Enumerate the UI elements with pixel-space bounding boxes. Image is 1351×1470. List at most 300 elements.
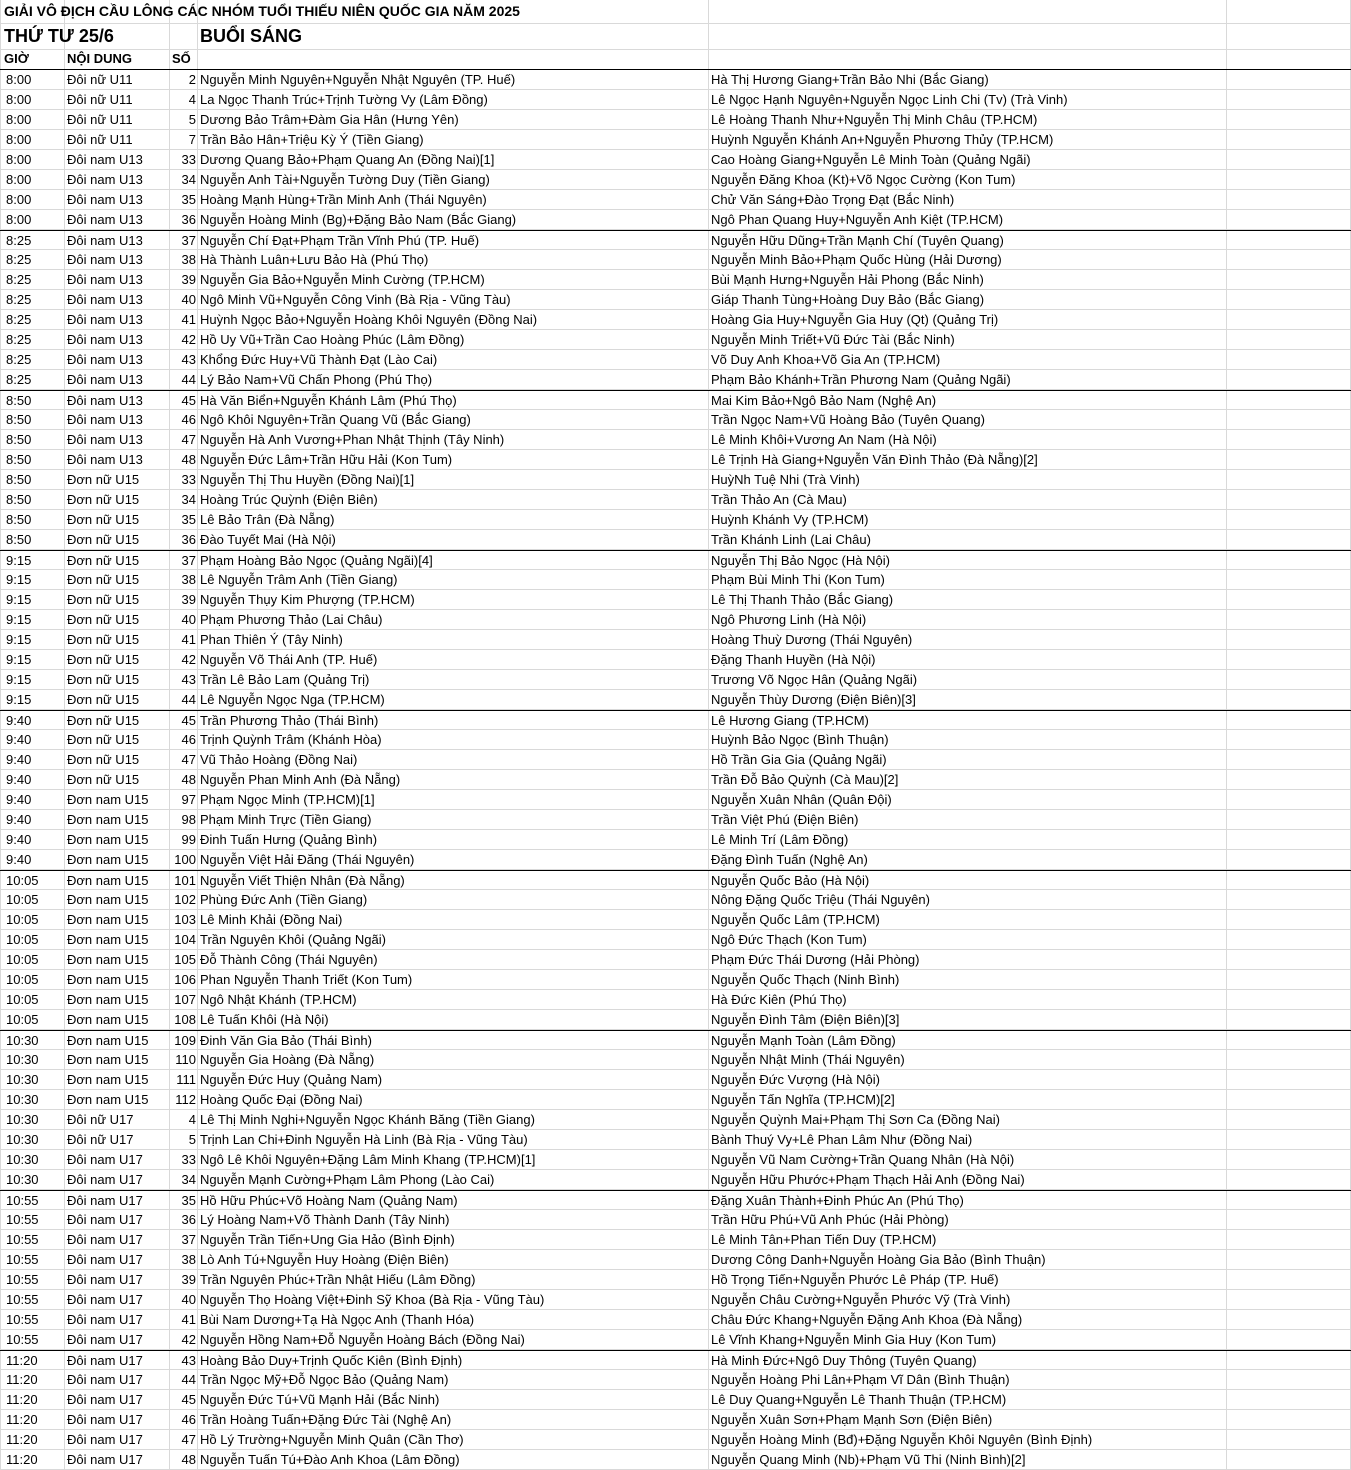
player-2: Hồ Trần Gia Gia (Quảng Ngãi) — [711, 752, 887, 767]
match-time: 9:15 — [6, 672, 32, 687]
match-time: 8:00 — [6, 132, 32, 147]
table-row[interactable] — [0, 70, 1351, 90]
match-number: 41 — [181, 312, 196, 327]
player-2: Hà Minh Đức+Ngô Duy Thông (Tuyên Quang) — [711, 1353, 977, 1368]
match-number: 34 — [181, 492, 196, 507]
table-row[interactable] — [0, 270, 1351, 290]
event-name: Đôi nam U17 — [67, 1232, 143, 1247]
table-row[interactable] — [0, 750, 1351, 770]
player-2: Hà Thị Hương Giang+Trần Bảo Nhi (Bắc Giang) — [711, 72, 989, 87]
player-1: Ngô Khôi Nguyên+Trần Quang Vũ (Bắc Giang) — [200, 412, 471, 427]
event-name: Đơn nữ U15 — [67, 492, 140, 507]
table-row[interactable] — [0, 910, 1351, 930]
table-row[interactable] — [0, 430, 1351, 450]
table-row[interactable] — [0, 1110, 1351, 1130]
match-number: 39 — [181, 1272, 196, 1287]
match-number: 36 — [181, 532, 196, 547]
event-name: Đôi nam U17 — [67, 1452, 143, 1467]
event-name: Đơn nữ U15 — [67, 732, 140, 747]
player-2: Trần Thảo An (Cà Mau) — [711, 492, 847, 507]
table-row[interactable] — [0, 530, 1351, 550]
match-number: 38 — [181, 572, 196, 587]
table-row[interactable] — [0, 450, 1351, 470]
match-time: 8:25 — [6, 233, 32, 248]
table-row[interactable] — [0, 1250, 1351, 1270]
table-row[interactable] — [0, 1230, 1351, 1250]
player-1: Phan Nguyễn Thanh Triết (Kon Tum) — [200, 972, 413, 987]
table-row[interactable] — [0, 1330, 1351, 1350]
match-time: 11:20 — [6, 1412, 38, 1427]
event-name: Đôi nam U17 — [67, 1252, 143, 1267]
event-name: Đơn nữ U15 — [67, 472, 140, 487]
event-name: Đôi nam U13 — [67, 152, 143, 167]
match-number: 47 — [181, 432, 196, 447]
table-row[interactable] — [0, 110, 1351, 130]
match-number: 46 — [181, 732, 196, 747]
match-number: 40 — [181, 1292, 196, 1307]
event-name: Đôi nam U17 — [67, 1272, 143, 1287]
player-2: Cao Hoàng Giang+Nguyễn Lê Minh Toàn (Quảng Ngãi) — [711, 152, 1031, 167]
event-name: Đơn nữ U15 — [67, 632, 140, 647]
player-1: Đinh Văn Gia Bảo (Thái Bình) — [200, 1033, 372, 1048]
match-time: 8:50 — [6, 452, 32, 467]
player-2: Ngô Phan Quang Huy+Nguyễn Anh Kiệt (TP.HCM) — [711, 212, 1004, 227]
match-number: 46 — [181, 1412, 196, 1427]
player-1: Phạm Hoàng Bảo Ngọc (Quảng Ngãi)[4] — [200, 553, 433, 568]
match-time: 9:15 — [6, 572, 32, 587]
event-name: Đơn nữ U15 — [67, 752, 140, 767]
player-1: Hoàng Mạnh Hùng+Trần Minh Anh (Thái Nguyên) — [200, 192, 487, 207]
player-1: Trịnh Quỳnh Trâm (Khánh Hòa) — [200, 732, 382, 747]
player-2: Trần Khánh Linh (Lai Châu) — [711, 532, 871, 547]
match-number: 37 — [181, 233, 196, 248]
event-name: Đôi nam U17 — [67, 1312, 143, 1327]
table-row[interactable] — [0, 190, 1351, 210]
table-row[interactable] — [0, 1290, 1351, 1310]
player-1: Nguyễn Việt Hải Đăng (Thái Nguyên) — [200, 852, 415, 867]
table-row[interactable] — [0, 870, 1351, 890]
match-time: 10:55 — [6, 1272, 39, 1287]
player-2: Nguyễn Xuân Nhân (Quân Đội) — [711, 792, 892, 807]
day-row[interactable] — [0, 24, 1351, 50]
match-number: 41 — [181, 632, 196, 647]
player-2: Võ Duy Anh Khoa+Võ Gia An (TP.HCM) — [711, 352, 941, 367]
player-2: Lê Duy Quang+Nguyễn Lê Thanh Thuận (TP.HCM) — [711, 1392, 1007, 1407]
table-row[interactable] — [0, 770, 1351, 790]
player-2: Nguyễn Quỳnh Mai+Phạm Thị Sơn Ca (Đồng Nai) — [711, 1112, 1001, 1127]
match-number: 34 — [181, 172, 196, 187]
match-time: 10:30 — [6, 1072, 39, 1087]
player-2: Lê Minh Khôi+Vương An Nam (Hà Nội) — [711, 432, 937, 447]
match-time: 10:30 — [6, 1152, 39, 1167]
match-number: 47 — [181, 1432, 196, 1447]
player-1: Lê Bảo Trân (Đà Nẵng) — [200, 512, 335, 527]
table-row[interactable] — [0, 350, 1351, 370]
player-1: Nguyễn Trần Tiến+Ung Gia Hảo (Bình Định) — [200, 1232, 455, 1247]
table-row[interactable] — [0, 1030, 1351, 1050]
event-name: Đơn nữ U15 — [67, 612, 140, 627]
player-1: Trần Nguyên Khôi (Quảng Ngãi) — [200, 932, 386, 947]
table-row[interactable] — [0, 1210, 1351, 1230]
player-2: Mai Kim Bảo+Ngô Bảo Nam (Nghệ An) — [711, 393, 937, 408]
match-time: 10:55 — [6, 1212, 39, 1227]
player-2: Nguyễn Đăng Khoa (Kt)+Võ Ngọc Cường (Kon Tum) — [711, 172, 1016, 187]
player-1: Lý Hoàng Nam+Võ Thành Danh (Tây Ninh) — [200, 1212, 450, 1227]
match-time: 8:00 — [6, 72, 32, 87]
match-time: 10:30 — [6, 1112, 39, 1127]
player-2: Hồ Trọng Tiến+Nguyễn Phước Lê Pháp (TP. Huế) — [711, 1272, 999, 1287]
player-1: Nguyễn Hoàng Minh (Bg)+Đặng Bảo Nam (Bắc Giang) — [200, 212, 517, 227]
player-1: Phùng Đức Anh (Tiền Giang) — [200, 892, 368, 907]
table-row[interactable] — [0, 970, 1351, 990]
player-1: Hà Văn Biển+Nguyễn Khánh Lâm (Phú Thọ) — [200, 393, 457, 408]
match-time: 10:30 — [6, 1132, 39, 1147]
player-1: Trần Hoàng Tuấn+Đặng Đức Tài (Nghệ An) — [200, 1412, 452, 1427]
player-1: Trần Nguyên Phúc+Trần Nhật Hiếu (Lâm Đồng) — [200, 1272, 476, 1287]
match-number: 43 — [181, 672, 196, 687]
table-row[interactable] — [0, 1090, 1351, 1110]
player-1: Ngô Minh Vũ+Nguyễn Công Vinh (Bà Rịa - Vũng Tàu) — [200, 292, 511, 307]
table-row[interactable] — [0, 1170, 1351, 1190]
match-time: 9:40 — [6, 852, 32, 867]
event-name: Đôi nam U13 — [67, 332, 143, 347]
sheet-title: GIẢI VÔ ĐỊCH CẦU LÔNG CÁC NHÓM TUỔI THIẾU NIÊN QUỐC GIA NĂM 2025 — [4, 3, 520, 19]
table-row[interactable] — [0, 930, 1351, 950]
event-name: Đôi nam U13 — [67, 393, 143, 408]
player-1: Nguyễn Đức Lâm+Trần Hữu Hải (Kon Tum) — [200, 452, 453, 467]
match-number: 37 — [181, 1232, 196, 1247]
event-name: Đôi nữ U11 — [67, 112, 133, 127]
player-2: HuỳNh Tuệ Nhi (Trà Vinh) — [711, 472, 860, 487]
event-name: Đơn nam U15 — [67, 873, 149, 888]
match-number: 5 — [188, 112, 196, 127]
title-row[interactable] — [0, 0, 1351, 24]
event-name: Đơn nam U15 — [67, 1072, 149, 1087]
table-row[interactable] — [0, 890, 1351, 910]
match-number: 111 — [176, 1072, 196, 1087]
table-row[interactable] — [0, 310, 1351, 330]
match-number: 39 — [181, 592, 196, 607]
event-name: Đơn nữ U15 — [67, 772, 140, 787]
player-1: Lò Anh Tú+Nguyễn Huy Hoàng (Điện Biên) — [200, 1252, 449, 1267]
player-2: Ngô Phương Linh (Hà Nội) — [711, 612, 867, 627]
match-time: 10:05 — [6, 912, 39, 927]
match-time: 9:40 — [6, 792, 32, 807]
table-row[interactable] — [0, 490, 1351, 510]
player-1: Nguyễn Phan Minh Anh (Đà Nẵng) — [200, 772, 401, 787]
match-number: 40 — [181, 292, 196, 307]
match-time: 10:55 — [6, 1252, 39, 1267]
table-row[interactable] — [0, 210, 1351, 230]
player-1: Lê Nguyễn Trâm Anh (Tiền Giang) — [200, 572, 398, 587]
table-row[interactable] — [0, 1050, 1351, 1070]
match-time: 8:25 — [6, 292, 32, 307]
match-time: 8:00 — [6, 192, 32, 207]
player-2: Ngô Đức Thạch (Kon Tum) — [711, 932, 867, 947]
match-time: 9:40 — [6, 812, 32, 827]
table-row[interactable] — [0, 1430, 1351, 1450]
player-1: Nguyễn Hồng Nam+Đỗ Nguyễn Hoàng Bách (Đồng Nai) — [200, 1332, 525, 1347]
match-number: 41 — [181, 1312, 196, 1327]
match-number: 33 — [181, 472, 196, 487]
match-time: 9:15 — [6, 652, 32, 667]
table-row[interactable] — [0, 850, 1351, 870]
match-time: 9:15 — [6, 612, 32, 627]
player-1: Vũ Thảo Hoàng (Đồng Nai) — [200, 752, 358, 767]
player-1: Khổng Đức Huy+Vũ Thành Đạt (Lào Cai) — [200, 352, 438, 367]
player-1: La Ngọc Thanh Trúc+Trịnh Tường Vy (Lâm Đồng) — [200, 92, 488, 107]
table-row[interactable] — [0, 230, 1351, 250]
match-time: 8:25 — [6, 372, 32, 387]
match-number: 43 — [181, 352, 196, 367]
match-time: 8:50 — [6, 432, 32, 447]
match-number: 35 — [181, 192, 196, 207]
event-name: Đôi nam U13 — [67, 212, 143, 227]
match-time: 9:15 — [6, 553, 32, 568]
match-time: 8:50 — [6, 393, 32, 408]
player-1: Đỗ Thành Công (Thái Nguyên) — [200, 952, 378, 967]
event-name: Đơn nam U15 — [67, 912, 149, 927]
table-row[interactable] — [0, 510, 1351, 530]
match-number: 110 — [175, 1052, 196, 1067]
player-2: Huỳnh Bảo Ngọc (Bình Thuận) — [711, 732, 889, 747]
match-number: 109 — [174, 1033, 196, 1048]
table-row[interactable] — [0, 290, 1351, 310]
table-row[interactable] — [0, 690, 1351, 710]
table-row[interactable] — [0, 1070, 1351, 1090]
event-name: Đơn nam U15 — [67, 812, 149, 827]
player-2: Nguyễn Minh Bảo+Phạm Quốc Hùng (Hải Dương) — [711, 252, 1002, 267]
header-number: SỐ — [172, 51, 191, 66]
table-row[interactable] — [0, 1350, 1351, 1370]
player-1: Lê Minh Khải (Đồng Nai) — [200, 912, 343, 927]
match-time: 10:05 — [6, 1012, 39, 1027]
event-name: Đôi nữ U17 — [67, 1112, 134, 1127]
event-name: Đôi nam U17 — [67, 1432, 143, 1447]
player-2: Nguyễn Quốc Thạch (Ninh Bình) — [711, 972, 900, 987]
event-name: Đơn nam U15 — [67, 932, 149, 947]
player-1: Huỳnh Ngọc Bảo+Nguyễn Hoàng Khôi Nguyên (Đồng Nai) — [200, 312, 538, 327]
match-number: 36 — [181, 212, 196, 227]
player-2: Trần Ngọc Nam+Vũ Hoàng Bảo (Tuyên Quang) — [711, 412, 985, 427]
match-time: 10:30 — [6, 1052, 39, 1067]
event-name: Đôi nam U13 — [67, 412, 143, 427]
match-time: 9:40 — [6, 732, 32, 747]
event-name: Đôi nam U13 — [67, 272, 143, 287]
match-time: 11:20 — [6, 1432, 38, 1447]
match-time: 11:20 — [6, 1452, 38, 1467]
player-1: Nguyễn Viết Thiện Nhân (Đà Nẵng) — [200, 873, 405, 888]
player-2: Giáp Thanh Tùng+Hoàng Duy Bảo (Bắc Giang) — [711, 292, 985, 307]
table-row[interactable] — [0, 1450, 1351, 1470]
session-label: BUỔI SÁNG — [200, 26, 303, 46]
match-number: 33 — [181, 152, 196, 167]
match-number: 4 — [188, 1112, 196, 1127]
player-1: Hồ Hữu Phúc+Võ Hoàng Nam (Quảng Nam) — [200, 1193, 458, 1208]
player-1: Phạm Ngọc Minh (TP.HCM)[1] — [200, 792, 375, 807]
match-time: 10:30 — [6, 1092, 39, 1107]
event-name: Đôi nữ U11 — [67, 92, 133, 107]
event-name: Đơn nam U15 — [67, 852, 149, 867]
table-row[interactable] — [0, 810, 1351, 830]
player-1: Nguyễn Chí Đạt+Phạm Trần Vĩnh Phú (TP. Huế) — [200, 233, 480, 248]
event-name: Đôi nam U17 — [67, 1212, 143, 1227]
table-row[interactable] — [0, 370, 1351, 390]
table-row[interactable] — [0, 470, 1351, 490]
table-row[interactable] — [0, 150, 1351, 170]
player-2: Nguyễn Quốc Bảo (Hà Nội) — [711, 873, 870, 888]
table-row[interactable] — [0, 790, 1351, 810]
match-number: 46 — [181, 412, 196, 427]
table-row[interactable] — [0, 570, 1351, 590]
match-number: 104 — [174, 932, 196, 947]
event-name: Đơn nữ U15 — [67, 652, 140, 667]
table-row[interactable] — [0, 1150, 1351, 1170]
player-2: Phạm Bảo Khánh+Trần Phương Nam (Quảng Ngãi) — [711, 372, 1011, 387]
table-row[interactable] — [0, 1310, 1351, 1330]
player-2: Lê Minh Tân+Phan Tiến Duy (TP.HCM) — [711, 1232, 937, 1247]
player-1: Hồ Uy Vũ+Trần Cao Hoàng Phúc (Lâm Đồng) — [200, 332, 465, 347]
event-name: Đôi nam U13 — [67, 432, 143, 447]
table-row[interactable] — [0, 650, 1351, 670]
table-row[interactable] — [0, 1410, 1351, 1430]
player-2: Nguyễn Hoàng Minh (Bđ)+Đặng Nguyễn Khôi Nguyên (Bình Định) — [711, 1432, 1093, 1447]
player-2: Lê Thị Thanh Thảo (Bắc Giang) — [711, 592, 894, 607]
table-row[interactable] — [0, 330, 1351, 350]
match-time: 8:25 — [6, 272, 32, 287]
match-number: 47 — [181, 752, 196, 767]
match-number: 106 — [174, 972, 196, 987]
event-name: Đôi nam U13 — [67, 312, 143, 327]
player-2: Nguyễn Xuân Sơn+Phạm Mạnh Sơn (Điện Biên) — [711, 1412, 993, 1427]
table-row[interactable] — [0, 710, 1351, 730]
table-row[interactable] — [0, 250, 1351, 270]
match-number: 45 — [181, 393, 196, 408]
player-2: Nguyễn Minh Triết+Vũ Đức Tài (Bắc Ninh) — [711, 332, 955, 347]
match-time: 8:00 — [6, 152, 32, 167]
header-row[interactable] — [0, 50, 1351, 70]
player-1: Trần Phương Thảo (Thái Bình) — [200, 713, 379, 728]
table-row[interactable] — [0, 1130, 1351, 1150]
player-1: Trần Lê Bảo Lam (Quảng Trị) — [200, 672, 370, 687]
table-row[interactable] — [0, 830, 1351, 850]
player-2: Hà Đức Kiên (Phú Thọ) — [711, 992, 847, 1007]
player-2: Phạm Đức Thái Dương (Hải Phòng) — [711, 952, 920, 967]
player-1: Phạm Minh Trực (Tiền Giang) — [200, 812, 372, 827]
table-row[interactable] — [0, 1010, 1351, 1030]
player-2: Huỳnh Nguyễn Khánh An+Nguyễn Phương Thủy (TP.HCM) — [711, 132, 1054, 147]
match-time: 8:00 — [6, 92, 32, 107]
table-row[interactable] — [0, 950, 1351, 970]
player-2: Nguyễn Quốc Lâm (TP.HCM) — [711, 912, 880, 927]
player-2: Đặng Xuân Thành+Đinh Phúc An (Phú Thọ) — [711, 1193, 964, 1208]
match-number: 97 — [181, 792, 196, 807]
event-name: Đơn nữ U15 — [67, 713, 140, 728]
event-name: Đôi nam U17 — [67, 1172, 143, 1187]
player-1: Nguyễn Gia Hoàng (Đà Nẵng) — [200, 1052, 375, 1067]
table-row[interactable] — [0, 130, 1351, 150]
player-1: Nguyễn Đức Huy (Quảng Nam) — [200, 1072, 383, 1087]
match-number: 34 — [181, 1172, 196, 1187]
match-number: 103 — [174, 912, 196, 927]
match-time: 10:55 — [6, 1193, 39, 1208]
table-row[interactable] — [0, 610, 1351, 630]
event-name: Đôi nam U13 — [67, 252, 143, 267]
table-row[interactable] — [0, 630, 1351, 650]
match-time: 10:05 — [6, 892, 39, 907]
match-number: 99 — [181, 832, 196, 847]
table-row[interactable] — [0, 550, 1351, 570]
player-1: Lê Thị Minh Nghi+Nguyễn Ngọc Khánh Băng (Tiền Giang) — [200, 1112, 535, 1127]
match-time: 8:25 — [6, 312, 32, 327]
event-name: Đôi nam U13 — [67, 352, 143, 367]
match-time: 9:40 — [6, 832, 32, 847]
player-1: Ngô Nhật Khánh (TP.HCM) — [200, 992, 357, 1007]
event-name: Đôi nam U13 — [67, 233, 143, 248]
player-1: Lý Bảo Nam+Vũ Chấn Phong (Phú Thọ) — [200, 372, 433, 387]
match-number: 108 — [174, 1012, 196, 1027]
table-row[interactable] — [0, 170, 1351, 190]
player-1: Nguyễn Tuấn Tú+Đào Anh Khoa (Lâm Đồng) — [200, 1452, 460, 1467]
match-number: 44 — [181, 1372, 196, 1387]
player-1: Đào Tuyết Mai (Hà Nội) — [200, 532, 336, 547]
table-row[interactable] — [0, 1370, 1351, 1390]
event-name: Đơn nam U15 — [67, 952, 149, 967]
event-name: Đơn nữ U15 — [67, 672, 140, 687]
match-time: 10:05 — [6, 972, 39, 987]
player-1: Nguyễn Mạnh Cường+Phạm Lâm Phong (Lào Cai) — [200, 1172, 495, 1187]
match-time: 11:20 — [6, 1372, 38, 1387]
table-row[interactable] — [0, 390, 1351, 410]
event-name: Đôi nam U13 — [67, 292, 143, 307]
match-time: 8:50 — [6, 412, 32, 427]
event-name: Đôi nam U17 — [67, 1372, 143, 1387]
table-row[interactable] — [0, 90, 1351, 110]
player-2: Trần Việt Phú (Điện Biên) — [711, 812, 859, 827]
event-name: Đôi nam U17 — [67, 1332, 143, 1347]
event-name: Đơn nam U15 — [67, 1052, 149, 1067]
match-number: 37 — [181, 553, 196, 568]
player-1: Nguyễn Đức Tú+Vũ Mạnh Hải (Bắc Ninh) — [200, 1392, 440, 1407]
player-2: Nguyễn Quang Minh (Nb)+Phạm Vũ Thi (Ninh Bình)[2] — [711, 1452, 1026, 1467]
table-row[interactable] — [0, 1190, 1351, 1210]
match-number: 102 — [174, 892, 196, 907]
player-2: Bành Thuý Vy+Lê Phan Lâm Như (Đồng Nai) — [711, 1132, 973, 1147]
match-time: 8:25 — [6, 252, 32, 267]
player-2: Trần Hữu Phú+Vũ Anh Phúc (Hải Phòng) — [711, 1212, 949, 1227]
table-row[interactable] — [0, 1270, 1351, 1290]
player-2: Lê Trịnh Hà Giang+Nguyễn Văn Đình Thảo (Đà Nẵng)[2] — [711, 452, 1038, 467]
match-time: 10:05 — [6, 992, 39, 1007]
player-1: Ngô Lê Khôi Nguyên+Đặng Lâm Minh Khang (TP.HCM)[1] — [200, 1152, 536, 1167]
player-2: Nguyễn Đình Tâm (Điện Biên)[3] — [711, 1012, 900, 1027]
table-row[interactable] — [0, 990, 1351, 1010]
player-2: Đặng Đình Tuấn (Nghệ An) — [711, 852, 868, 867]
table-row[interactable] — [0, 670, 1351, 690]
match-time: 8:50 — [6, 492, 32, 507]
player-1: Hoàng Quốc Đại (Đồng Nai) — [200, 1092, 363, 1107]
match-time: 10:55 — [6, 1312, 39, 1327]
table-row[interactable] — [0, 590, 1351, 610]
match-time: 10:55 — [6, 1232, 39, 1247]
header-event: NỘI DUNG — [67, 51, 132, 66]
match-time: 9:40 — [6, 772, 32, 787]
player-1: Nguyễn Thụy Kim Phượng (TP.HCM) — [200, 592, 415, 607]
table-row[interactable] — [0, 730, 1351, 750]
match-time: 9:15 — [6, 592, 32, 607]
table-row[interactable] — [0, 1390, 1351, 1410]
table-row[interactable] — [0, 410, 1351, 430]
